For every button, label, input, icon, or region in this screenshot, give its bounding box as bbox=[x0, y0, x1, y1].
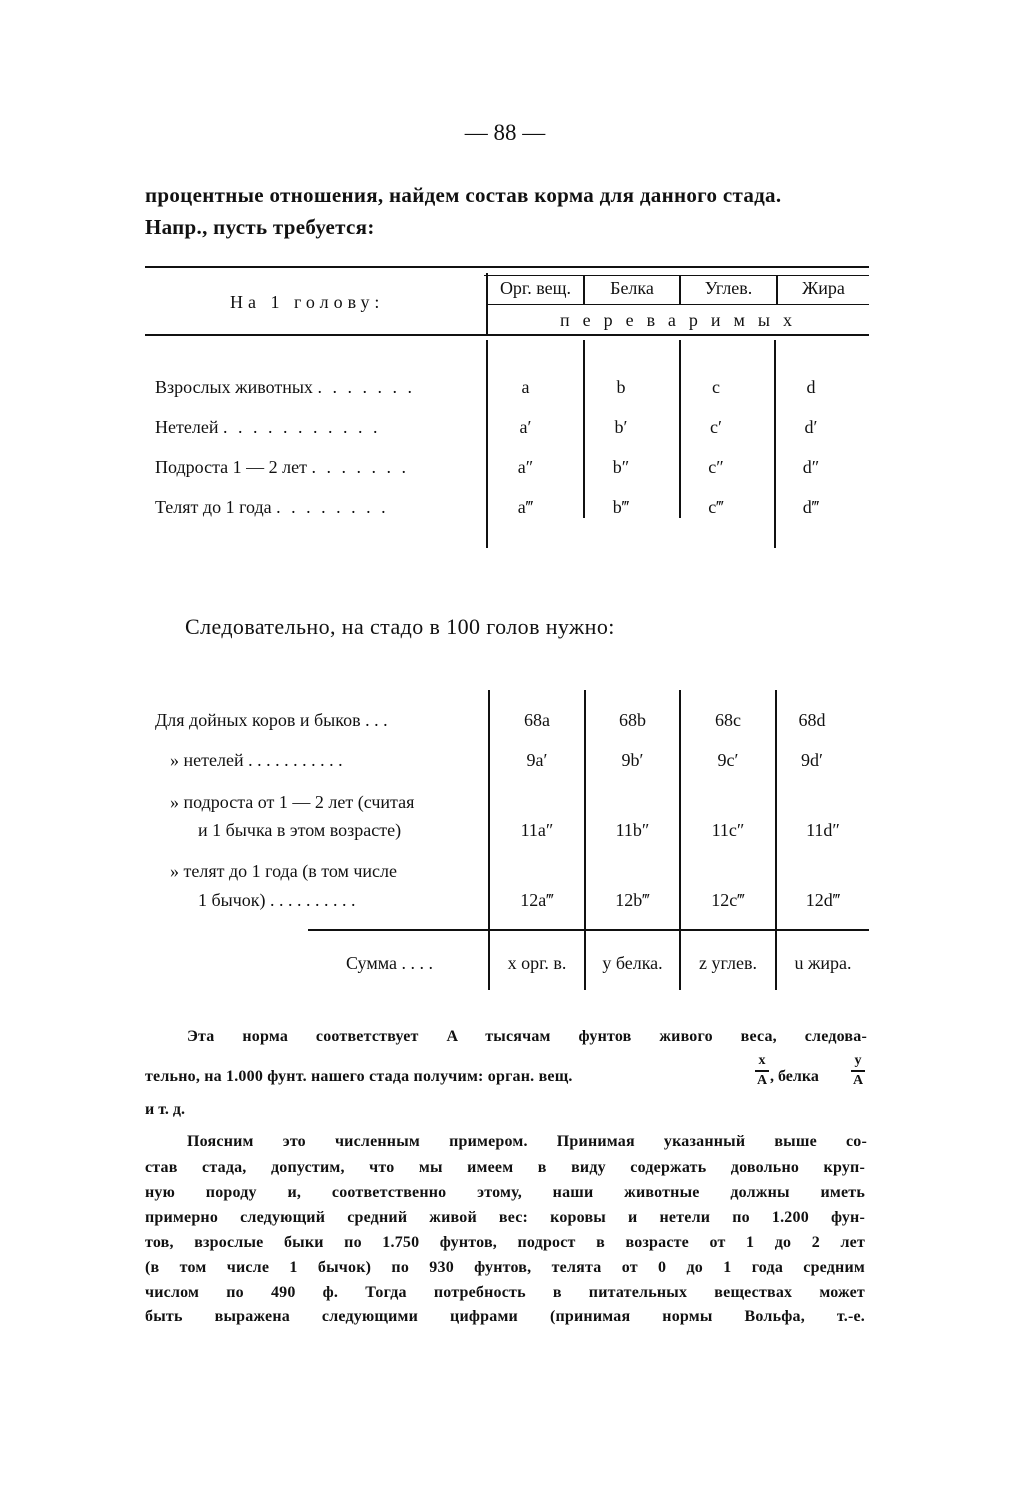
sum-cell: x орг. в. bbox=[507, 953, 567, 973]
cell: b″ bbox=[612, 457, 630, 477]
leader-dots: . . . . . . . bbox=[317, 377, 415, 397]
paragraph1-line2a: тельно, на 1.000 фунт. нашего стада получим: орган. вещ. bbox=[145, 1068, 573, 1085]
table1-header-bottom-rule bbox=[145, 334, 869, 336]
cell: d′ bbox=[804, 417, 818, 437]
table1-subheader: переваримых bbox=[560, 310, 805, 330]
cell: 9b′ bbox=[621, 750, 644, 770]
row-label: Подроста 1 — 2 лет bbox=[155, 457, 307, 477]
row-label: Нетелей bbox=[155, 417, 219, 437]
cell: b bbox=[616, 377, 626, 397]
sum-cell: u жира. bbox=[794, 953, 852, 973]
cell: 68a bbox=[524, 710, 550, 730]
row-label: Взрослых животных bbox=[155, 377, 313, 397]
cell: d bbox=[806, 377, 816, 397]
fraction-numerator: x bbox=[758, 1053, 766, 1068]
table1-row-header: На 1 голову: bbox=[230, 292, 385, 312]
cell: a bbox=[521, 377, 530, 397]
fraction-y-over-a bbox=[851, 1053, 865, 1089]
cell: 9d′ bbox=[801, 750, 823, 770]
leader-dots: . . . . . . . bbox=[311, 457, 409, 477]
cell: b′ bbox=[614, 417, 628, 437]
cell: 11a″ bbox=[520, 820, 554, 840]
paragraph2-line: числом по 490 ф. Тогда потребность в питательных веществах может bbox=[145, 1284, 865, 1301]
fraction-denominator: A bbox=[756, 1072, 768, 1088]
table1-header-rule bbox=[487, 304, 869, 305]
paragraph2-line: ную породу и, соответственно этому, наши животные должны иметь bbox=[145, 1184, 865, 1201]
cell: 12d‴ bbox=[805, 890, 841, 910]
cell: b‴ bbox=[612, 497, 630, 517]
fraction-bar bbox=[851, 1070, 865, 1072]
col-header-fat: Жира bbox=[802, 278, 845, 298]
cell: 68d bbox=[798, 710, 826, 730]
row-label: » подроста от 1 — 2 лет (считая bbox=[170, 792, 415, 812]
cell: 11c″ bbox=[711, 820, 745, 840]
cell: c″ bbox=[708, 457, 724, 477]
paragraph2-line: быть выражена следующими цифрами (принимая нормы Вольфа, т.-е. bbox=[145, 1308, 865, 1325]
sum-label: Сумма . . . . bbox=[346, 953, 433, 973]
row-label: Телят до 1 года bbox=[155, 497, 272, 517]
col-header-protein: Белка bbox=[610, 278, 654, 298]
paragraph2-line: Поясним это численным примером. Принимая указанный выше со- bbox=[187, 1133, 867, 1150]
row-label: » телят до 1 года (в том числе bbox=[170, 861, 398, 881]
paragraph2-line: тов, взрослые быки по 1.750 фунтов, подрост в возрасте от 1 до 2 лет bbox=[145, 1234, 865, 1251]
row-label-continued: и 1 бычка в этом возрасте) bbox=[198, 820, 402, 840]
paragraph1-line3: и т. д. bbox=[145, 1101, 185, 1118]
intro-line-2: Напр., пусть требуется: bbox=[145, 215, 375, 239]
intro-line-1: процентные отношения, найдем состав корма для данного стада. bbox=[145, 183, 782, 207]
cell: 9a′ bbox=[526, 750, 548, 770]
page-number: — 88 — bbox=[464, 120, 546, 145]
cell: a″ bbox=[517, 457, 534, 477]
col-header-org: Орг. вещ. bbox=[499, 278, 572, 298]
cell: 12a‴ bbox=[520, 890, 554, 910]
row-label-continued: 1 бычок) . . . . . . . . . . bbox=[198, 890, 356, 910]
cell: 68c bbox=[715, 710, 741, 730]
row-label: Для дойных коров и быков . . . bbox=[155, 710, 388, 730]
paragraph1-line1: Эта норма соответствует A тысячам фунтов живого веса, следова- bbox=[187, 1028, 867, 1045]
cell: c bbox=[712, 377, 720, 397]
cell: d‴ bbox=[802, 497, 820, 517]
leader-dots: . . . . . . . . . . . bbox=[222, 417, 381, 437]
cell: 12b‴ bbox=[615, 890, 650, 910]
cell: 9c′ bbox=[717, 750, 739, 770]
col-header-carbs: Углев. bbox=[704, 278, 753, 298]
cell: c‴ bbox=[708, 497, 724, 517]
leader-dots: . . . . . . . . bbox=[276, 497, 389, 517]
table2-sum-rule bbox=[308, 929, 869, 931]
paragraph2-line: (в том числе 1 бычок) по 930 фунтов, телята от 0 до 1 года средним bbox=[145, 1259, 865, 1276]
cell: 11b″ bbox=[615, 820, 650, 840]
table1-top-rule bbox=[145, 266, 869, 268]
cell: 12c‴ bbox=[711, 890, 745, 910]
section-heading: Следовательно, на стадо в 100 голов нужно: bbox=[185, 614, 615, 639]
row-label: » нетелей . . . . . . . . . . . bbox=[170, 750, 343, 770]
cell: a‴ bbox=[517, 497, 534, 517]
cell: d″ bbox=[802, 457, 820, 477]
fraction-x-over-a bbox=[755, 1053, 769, 1089]
cell: c′ bbox=[710, 417, 722, 437]
sum-cell: z углев. bbox=[699, 953, 757, 973]
table1-top-rule-thin bbox=[484, 275, 869, 276]
paragraph2-line: став стада, допустим, что мы имеем в виду содержать довольно круп- bbox=[145, 1159, 865, 1176]
sum-cell: y белка. bbox=[602, 953, 663, 973]
paragraph2-line: примерно следующий средний живой вес: коровы и нетели по 1.200 фун- bbox=[145, 1209, 865, 1226]
paragraph1-line2b: , белка bbox=[770, 1068, 819, 1085]
fraction-denominator: A bbox=[852, 1072, 864, 1088]
cell: 68b bbox=[619, 710, 646, 730]
cell: a′ bbox=[519, 417, 532, 437]
fraction-bar bbox=[755, 1070, 769, 1072]
fraction-numerator: y bbox=[854, 1053, 862, 1068]
cell: 11d″ bbox=[806, 820, 840, 840]
